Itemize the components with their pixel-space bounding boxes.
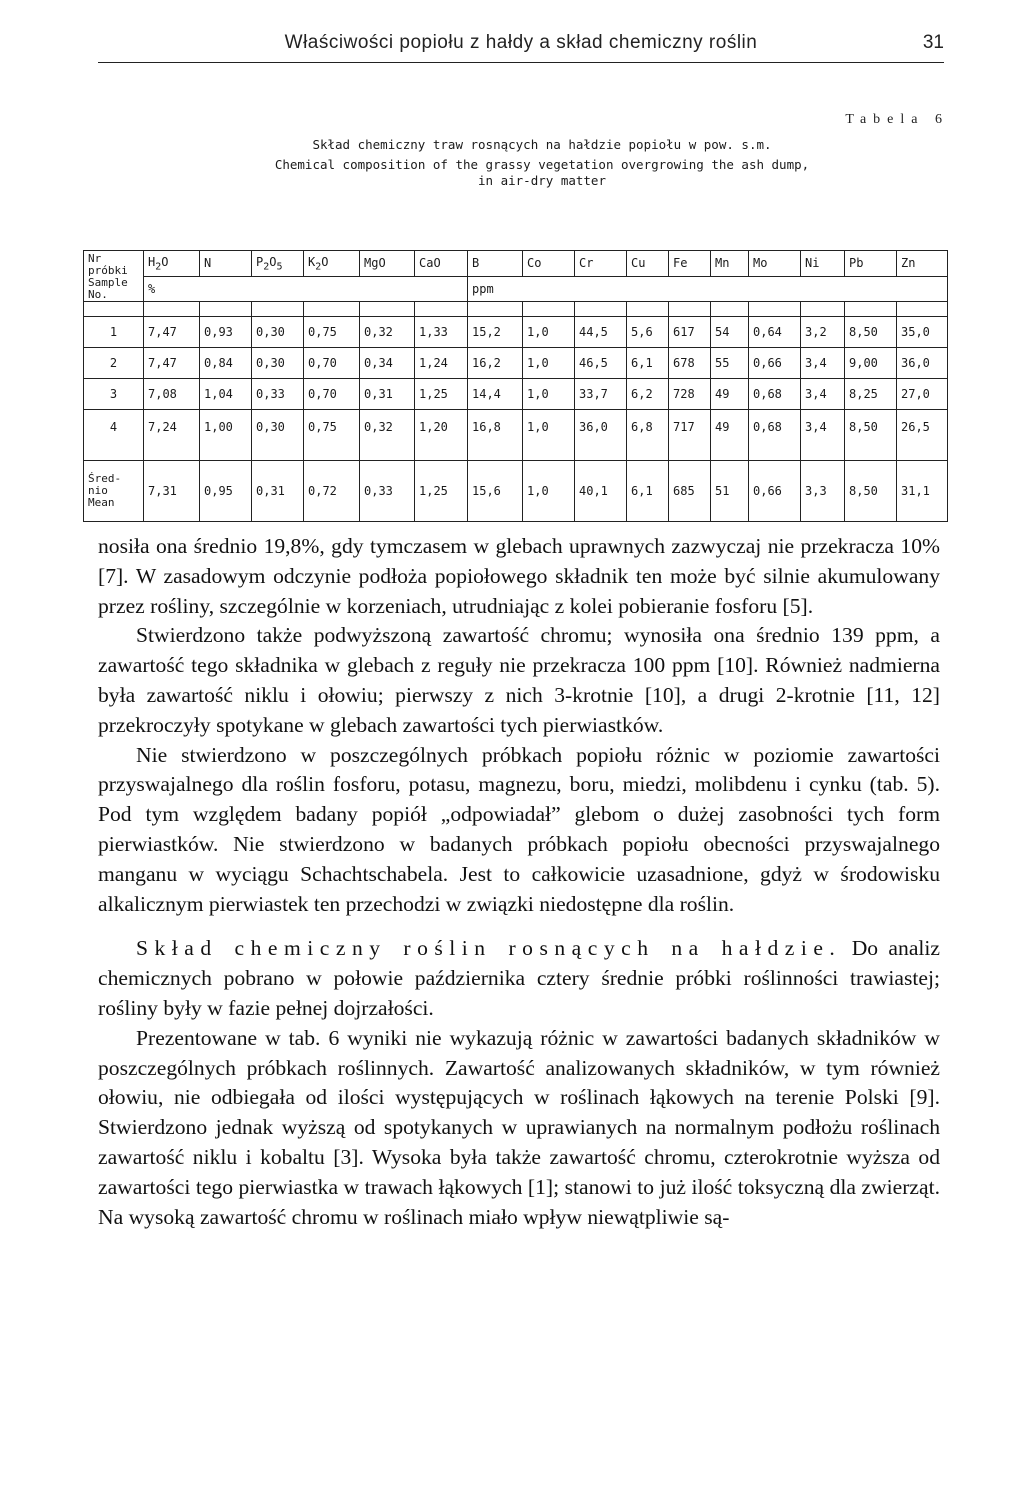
table-cell: 35,0 <box>897 317 948 348</box>
table-caption-pl: Skład chemiczny traw rosnących na hałdzie popiołu w pow. s.m. <box>312 137 772 152</box>
table-cell: 54 <box>711 317 749 348</box>
table-cell: 0,70 <box>304 348 360 379</box>
chemical-composition-table <box>83 250 948 522</box>
mean-cell: 8,50 <box>845 461 897 522</box>
mean-cell: 685 <box>669 461 711 522</box>
table-caption-en <box>60 157 1024 189</box>
mean-cell: 1,0 <box>523 461 575 522</box>
table-cell: 7,47 <box>144 348 200 379</box>
paragraph: Nie stwierdzono w poszczególnych próbkach popiołu różnic w poziomie zawartości przyswajalnego dla roślin fosforu, potasu, magnezu, boru, miedzi, molibdenu i cynku (tab. 5). Pod tym względem badany popiół „odpowiadał” glebom o dużej zasobności tych form pierwiastków. Nie stwierdzono w badanych próbkach popiołu obecności przyswajalnego manganu w wyciągu Schachtschabela. Jest to całkowicie uzasadnione, gdyż w środowisku alkalicznym pierwiastek ten przechodzi w związki niedostępne dla roślin. <box>98 742 940 916</box>
mean-cell: 0,31 <box>252 461 304 522</box>
header-col: $H_2O$ <box>144 251 200 277</box>
mean-cell: 3,3 <box>801 461 845 522</box>
table-label: Tabela 6 <box>845 112 949 127</box>
header-col: Cr <box>575 251 627 277</box>
table-cell: 3,4 <box>801 379 845 410</box>
table-cell: 1,20 <box>415 410 468 461</box>
mean-cell: 40,1 <box>575 461 627 522</box>
section-paragraph <box>98 934 940 1023</box>
table-cell: 0,66 <box>749 348 801 379</box>
table-cell: 6,8 <box>627 410 669 461</box>
page-number: 31 <box>922 32 944 53</box>
table-cell: 3,2 <box>801 317 845 348</box>
table-cell: 6,1 <box>627 348 669 379</box>
table-cell: 16,2 <box>468 348 523 379</box>
header-col: Fe <box>669 251 711 277</box>
header-col: Ni <box>801 251 845 277</box>
running-title: Właściwości popiołu z hałdy a skład chemiczny roślin <box>284 32 758 53</box>
table-cell: 7,47 <box>144 317 200 348</box>
header-col: Cu <box>627 251 669 277</box>
table-row <box>84 317 948 348</box>
table-cell: 15,2 <box>468 317 523 348</box>
header-col: Pb <box>845 251 897 277</box>
table-cell: 44,5 <box>575 317 627 348</box>
table-cell: 1,33 <box>415 317 468 348</box>
mean-cell: 7,31 <box>144 461 200 522</box>
table-cell: 7,08 <box>144 379 200 410</box>
mean-cell: 0,33 <box>360 461 415 522</box>
table-cell: 617 <box>669 317 711 348</box>
table-caption-en-line1: Chemical composition of the grassy vegetation overgrowing the ash dump, <box>274 157 810 172</box>
mean-row <box>84 461 948 522</box>
mean-cell: 0,66 <box>749 461 801 522</box>
table-cell: 0,30 <box>252 317 304 348</box>
mean-cell: 15,6 <box>468 461 523 522</box>
table-cell: 8,50 <box>845 317 897 348</box>
table-cell: 0,64 <box>749 317 801 348</box>
mean-cell: 0,72 <box>304 461 360 522</box>
sample-number: 2 <box>84 348 144 379</box>
table-cell: 8,50 <box>845 410 897 461</box>
table-caption-en-line2: in air-dry matter <box>478 173 606 188</box>
header-col: CaO <box>415 251 468 277</box>
header-sample-no: Nr próbki Sample No. <box>84 251 144 302</box>
sample-number: 1 <box>84 317 144 348</box>
header-col: $K_2O$ <box>304 251 360 277</box>
table-row <box>84 410 948 461</box>
table-cell: 0,33 <box>252 379 304 410</box>
table-cell: 1,00 <box>200 410 252 461</box>
paragraph: Stwierdzono także podwyższoną zawartość chromu; wynosiła ona średnio 139 ppm, a zawartość tego składnika w glebach z reguły nie przekracza 100 ppm [10]. Również nadmierna była zawartość niklu i ołowiu; pierwszy z nich 3-krotnie [10], a drugi 2-krotnie [11, 12] przekroczyły spotykane w glebach zawartości tych pierwiastków. <box>98 623 940 737</box>
table-cell: 0,75 <box>304 410 360 461</box>
table-cell: 7,24 <box>144 410 200 461</box>
mean-label: Śred- nio Mean <box>84 461 144 522</box>
table-cell: 33,7 <box>575 379 627 410</box>
body-text <box>98 532 940 1232</box>
table-cell: 728 <box>669 379 711 410</box>
paragraph: Prezentowane w tab. 6 wyniki nie wykazują różnic w zawartości badanych składników w poszczególnych próbkach roślinnych. Zawartość analizowanych składników, w tym również ołowiu, nie odbiegała od ilości występujących w roślinach łąkowych na terenie Polski [9]. Stwierdzono jednak wyższą od spotykanych w uprawianych na normalnym podłożu roślinach zawartość niklu i kobaltu [3]. Wysoka była także zawartość chromu, czterokrotnie wyższa od zawartości tego pierwiastka w trawach łąkowych [1]; stanowi to już ilość toksyczną dla zwierząt. Na wysoką zawartość chromu w roślinach miało wpływ niewątpliwie są- <box>98 1025 940 1229</box>
table-cell: 1,24 <box>415 348 468 379</box>
table-cell: 0,84 <box>200 348 252 379</box>
table-cell: 6,2 <box>627 379 669 410</box>
header-col: MgO <box>360 251 415 277</box>
paragraph-text: Do analiz chemicznych pobrano w połowie października cztery średnie próbki roślinności trawiastej; rośliny były w fazie pełnej dojrzałości. <box>98 936 940 1020</box>
table-cell: 9,00 <box>845 348 897 379</box>
table-row <box>84 379 948 410</box>
header-col: Zn <box>897 251 948 277</box>
mean-cell: 51 <box>711 461 749 522</box>
table-cell: 0,30 <box>252 348 304 379</box>
table-cell: 3,4 <box>801 410 845 461</box>
table-cell: 36,0 <box>897 348 948 379</box>
header-col: N <box>200 251 252 277</box>
table-cell: 1,04 <box>200 379 252 410</box>
table-cell: 0,34 <box>360 348 415 379</box>
table-cell: 1,0 <box>523 348 575 379</box>
table-cell: 49 <box>711 410 749 461</box>
table-cell: 55 <box>711 348 749 379</box>
table-cell: 8,25 <box>845 379 897 410</box>
header-col: Co <box>523 251 575 277</box>
table-row <box>84 348 948 379</box>
header-col: Mn <box>711 251 749 277</box>
table-cell: 678 <box>669 348 711 379</box>
table-cell: 0,30 <box>252 410 304 461</box>
table-cell: 36,0 <box>575 410 627 461</box>
header-col: B <box>468 251 523 277</box>
table-cell: 0,70 <box>304 379 360 410</box>
table-cell: 0,68 <box>749 410 801 461</box>
section-heading: Skład chemiczny roślin rosnących na hałdzie. <box>136 936 842 961</box>
table-cell: 717 <box>669 410 711 461</box>
table-cell: 1,0 <box>523 317 575 348</box>
unit-ppm: ppm <box>468 276 948 302</box>
table-cell: 14,4 <box>468 379 523 410</box>
table-cell: 1,0 <box>523 410 575 461</box>
table-cell: 0,75 <box>304 317 360 348</box>
unit-percent: % <box>144 276 468 302</box>
table-cell: 5,6 <box>627 317 669 348</box>
running-head <box>98 32 944 63</box>
table-cell: 26,5 <box>897 410 948 461</box>
header-col: $P_2O_5$ <box>252 251 304 277</box>
table-cell: 16,8 <box>468 410 523 461</box>
table-cell: 1,25 <box>415 379 468 410</box>
table-cell: 3,4 <box>801 348 845 379</box>
mean-cell: 1,25 <box>415 461 468 522</box>
table-cell: 1,0 <box>523 379 575 410</box>
mean-cell: 31,1 <box>897 461 948 522</box>
table-cell: 0,31 <box>360 379 415 410</box>
sample-number: 3 <box>84 379 144 410</box>
table-cell: 46,5 <box>575 348 627 379</box>
paragraph: nosiła ona średnio 19,8%, gdy tymczasem w glebach uprawnych zazwyczaj nie przekracza 10% [7]. W zasadowym odczynie podłoża popiołowego składnik ten może być silnie akumulowany przez rośliny, szczególnie w korzeniach, utrudniając z kolei pobieranie fosforu [5]. <box>98 534 940 618</box>
table-cell: 0,32 <box>360 317 415 348</box>
mean-cell: 6,1 <box>627 461 669 522</box>
header-col: Mo <box>749 251 801 277</box>
table-cell: 0,68 <box>749 379 801 410</box>
table-cell: 49 <box>711 379 749 410</box>
table-cell: 0,32 <box>360 410 415 461</box>
sample-number: 4 <box>84 410 144 461</box>
mean-cell: 0,95 <box>200 461 252 522</box>
table-cell: 0,93 <box>200 317 252 348</box>
table-cell: 27,0 <box>897 379 948 410</box>
